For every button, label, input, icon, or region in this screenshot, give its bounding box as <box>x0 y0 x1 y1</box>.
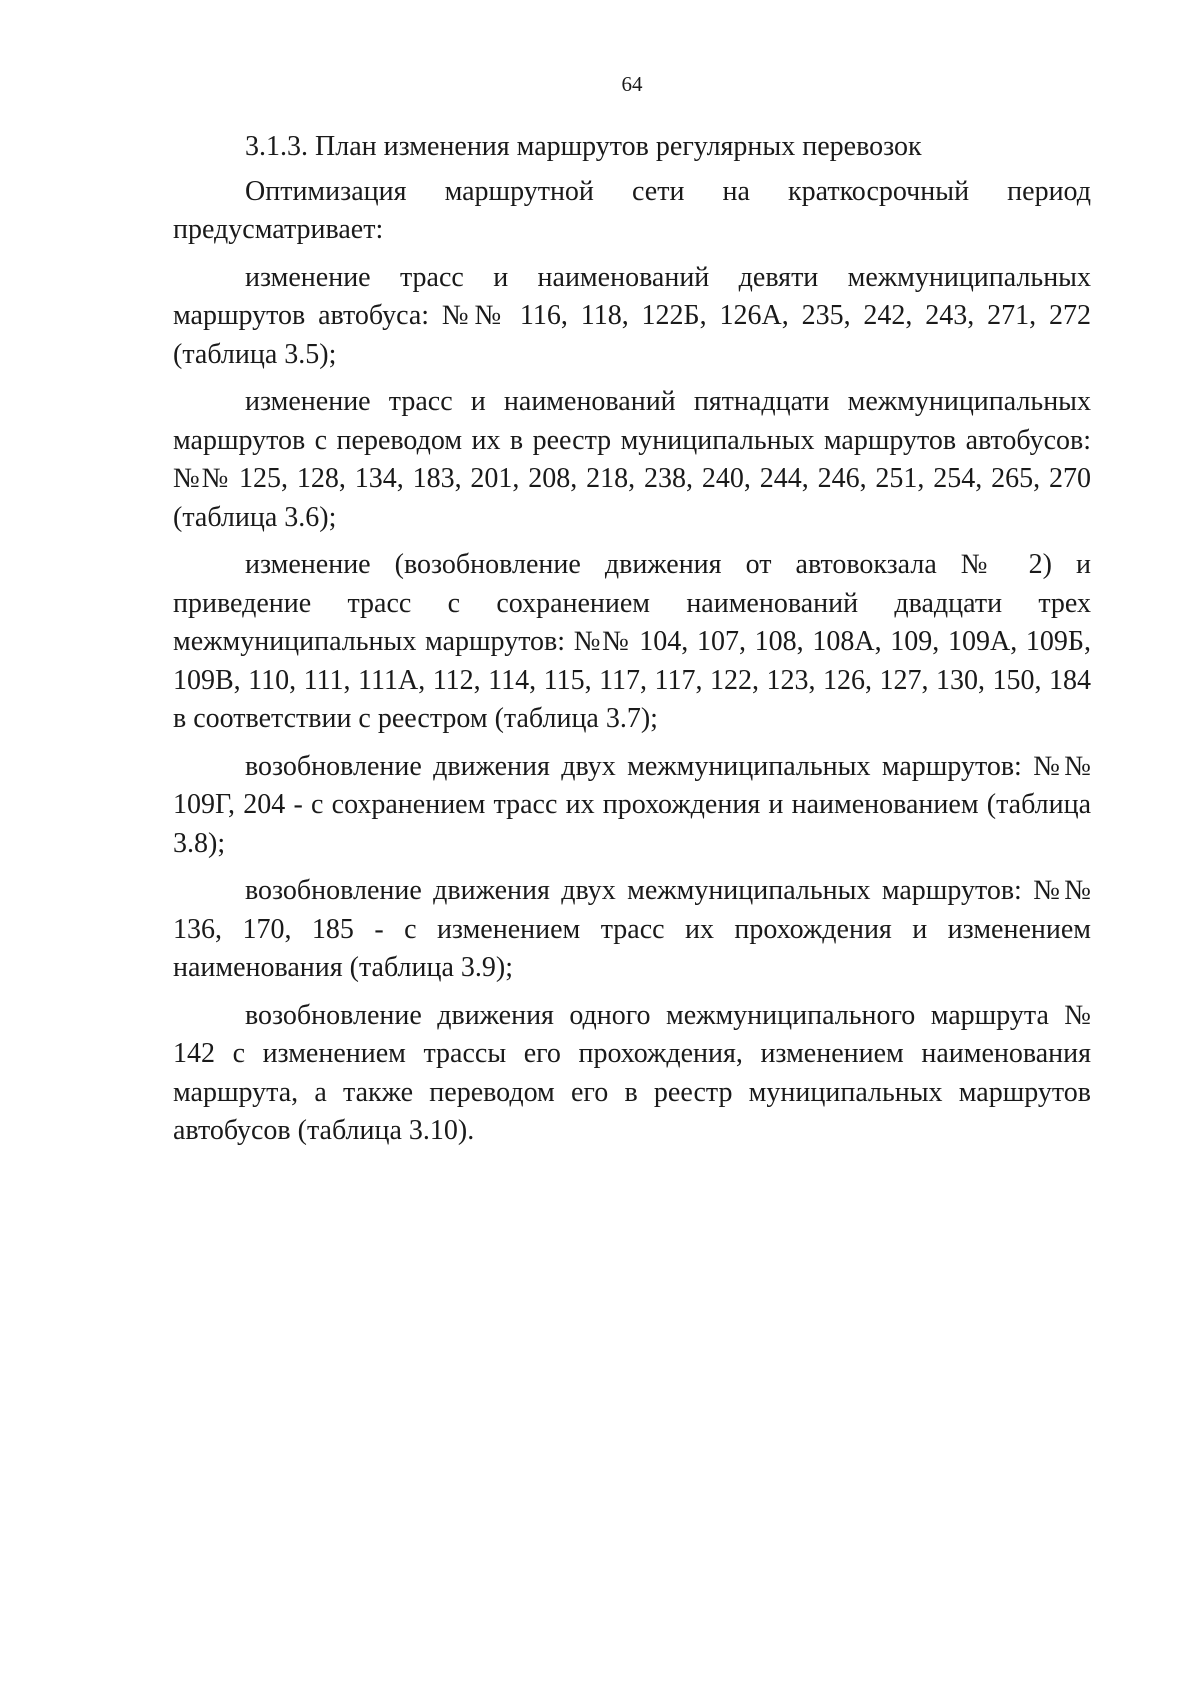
paragraph-item: изменение трасс и наименований девяти межмуниципальных маршрутов автобуса: №№ 116, 118, 122Б, 126А, 235, 242, 243, 271, 272 (таблица 3.5); <box>173 261 1091 370</box>
paragraph-item: изменение трасс и наименований пятнадцати межмуниципальных маршрутов с переводом их в реестр муниципальных маршрутов автобусов: №№ 125, 128, 134, 183, 201, 208, 218, 238, 240, 244, 246, 251, 254, 265, 270 (таблица 3.6); <box>173 386 1091 533</box>
paragraph-item: возобновление движения двух межмуниципальных маршрутов: №№ 136, 170, 185 - с изменением трасс их прохождения и изменением наименования (таблица 3.9); <box>173 875 1091 983</box>
paragraph-item: изменение (возобновление движения от автовокзала № 2) и приведение трасс с сохранением наименований двадцати трех межмуниципальных маршрутов: №№ 104, 107, 108, 108А, 109, 109А, 109Б, 109В, 110, 111, 111А, 112, 114, 115, 117, 117, 122, 123, 126, 127, 130, 150, 184 в соответствии с реестром (таблица 3.7); <box>173 549 1091 734</box>
page-number: 64 <box>621 72 643 96</box>
document-body <box>173 128 1091 1160</box>
section-heading: 3.1.3. План изменения маршрутов регулярных перевозок <box>245 131 922 162</box>
paragraph-item: возобновление движения двух межмуниципальных маршрутов: №№ 109Г, 204 - с сохранением трасс их прохождения и наименованием (таблица 3.8); <box>173 750 1091 859</box>
paragraph-item: возобновление движения одного межмуниципального маршрута № 142 с изменением трассы его прохождения, изменением наименования маршрута, а также переводом его в реестр муниципальных маршрутов автобусов (таблица 3.10). <box>173 999 1091 1146</box>
paragraph-intro: Оптимизация маршрутной сети на краткосрочный период предусматривает: <box>173 175 1091 245</box>
